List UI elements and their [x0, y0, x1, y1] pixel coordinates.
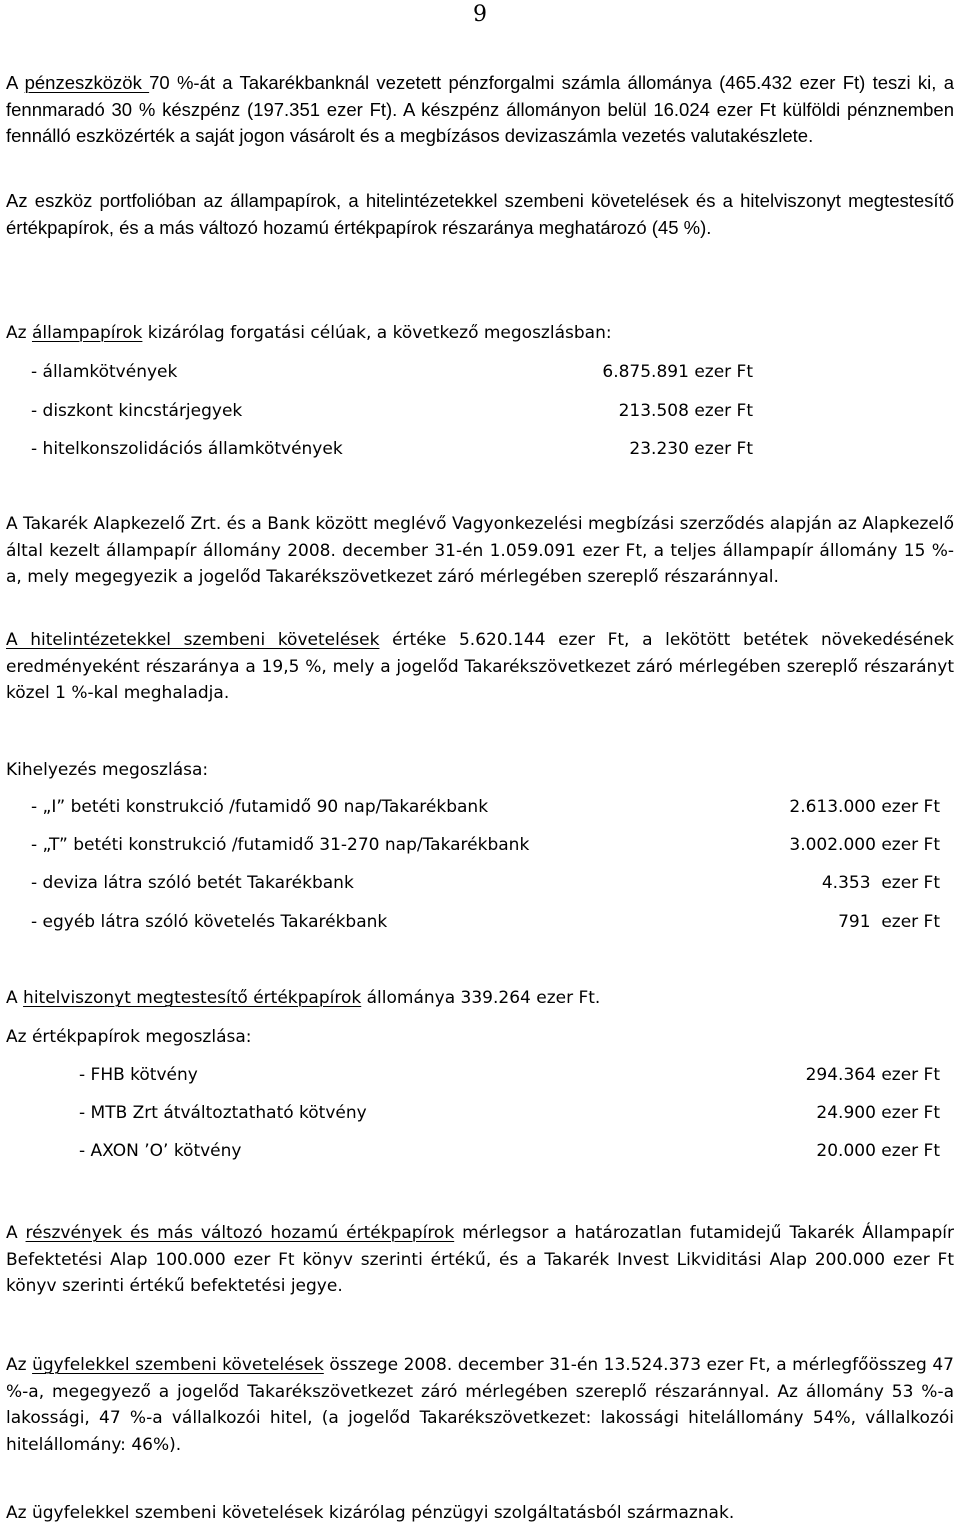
underlined-term: A hitelintézetekkel szembeni követelések: [6, 630, 380, 650]
paragraph-shares: [6, 1220, 954, 1300]
text: A: [6, 988, 24, 1008]
text: értéke 5.620.144 ezer Ft, a lekötött betétek növekedésének eredményeként részaránya a 19,5 %, mely a jogelőd Takarékszövetkezet záró mérlegében szereplő részarányt közel 1 %-kal meghaladja.: [6, 630, 954, 703]
list-item-amount: 24.900 ezer Ft: [816, 1103, 940, 1123]
list-item-label: - államkötvények: [31, 362, 178, 382]
list-item-amount: 2.613.000 ezer Ft: [789, 797, 940, 817]
text: A: [6, 72, 25, 93]
underlined-term: hitelviszonyt megtestesítő értékpapírok: [23, 988, 362, 1008]
list-item-label: - deviza látra szóló betét Takarékbank: [31, 873, 354, 893]
list-item-label: - FHB kötvény: [79, 1065, 198, 1085]
paragraph-cash: [6, 70, 954, 150]
list-item-amount: 23.230 ezer Ft: [629, 439, 753, 459]
text: 70 %-át a Takarékbanknál vezetett pénzforgalmi számla állománya (465.432 ezer Ft) teszi ki, a fennmaradó 30 % készpénz (197.351 ezer Ft). A készpénz állományon belül 16.024 ezer Ft külföldi pénznemben fennálló eszközérték a saját jogon vásárolt és a megbízásos devizaszámla vezetés valutakészlete.: [6, 72, 954, 146]
paragraph-debt-securities: [6, 985, 954, 1012]
underlined-term: részvények és más változó hozamú értékpapírok: [25, 1223, 455, 1243]
list-item-label: - hitelkonszolidációs államkötvények: [31, 439, 343, 459]
paragraph-fund-manager: A Takarék Alapkezelő Zrt. és a Bank között meglévő Vagyonkezelési megbízási szerződés alapján az Alapkezelő által kezelt állampapír állomány 2008. december 31-én 1.059.091 ezer Ft, a teljes állampapír állomány 15 %-a, mely megegyezik a jogelőd Takarékszövetkezet záró mérlegében szereplő részaránnyal.: [6, 514, 954, 587]
underlined-term: pénzeszközök: [24, 72, 150, 93]
page-number: 9: [473, 2, 487, 27]
text: Az: [6, 323, 32, 343]
text: kizárólag forgatási célúak, a következő megoszlásban:: [142, 323, 612, 343]
paragraph-govsec-intro: [6, 320, 954, 347]
text: mérlegsor a határozatlan futamidejű Takarék Állampapír Befektetési Alap 100.000 ezer Ft könyv szerinti értékű, és a Takarék Invest Likviditási Alap 200.000 ezer Ft könyv szerinti értékű befektetési jegye.: [6, 1223, 954, 1296]
list-item-label: - MTB Zrt átváltoztatható kötvény: [79, 1103, 367, 1123]
list-item-amount: 213.508 ezer Ft: [618, 401, 753, 421]
text: állománya 339.264 ezer Ft.: [361, 988, 601, 1008]
paragraph-closing: Az ügyfelekkel szembeni követelések kizárólag pénzügyi szolgáltatásból származnak.: [6, 1503, 735, 1523]
list-item-amount: 791 ezer Ft: [838, 912, 940, 932]
text: A: [6, 1223, 26, 1243]
list-item-amount: 294.364 ezer Ft: [805, 1065, 940, 1085]
list-item-label: - egyéb látra szóló követelés Takarékbank: [31, 912, 388, 932]
underlined-term: ügyfelekkel szembeni követelések: [32, 1355, 324, 1375]
list-item-label: - AXON ’O’ kötvény: [79, 1141, 242, 1161]
underlined-term: állampapírok: [31, 323, 143, 343]
paragraph-securities-title: Az értékpapírok megoszlása:: [6, 1027, 252, 1047]
list-item-amount: 6.875.891 ezer Ft: [602, 362, 753, 382]
paragraph-portfolio: Az eszköz portfolióban az állampapírok, a hitelintézetekkel szembeni követelések és a hitelviszonyt megtestesítő értékpapírok, és a más változó hozamú értékpapírok részaránya meghatározó (45 %).: [6, 190, 954, 238]
list-item-amount: 4.353 ezer Ft: [821, 873, 940, 893]
paragraph-customer-claims: [6, 1352, 954, 1458]
list-item-label: - diszkont kincstárjegyek: [31, 401, 243, 421]
paragraph-bank-claims: [6, 627, 954, 707]
text: összege 2008. december 31-én 13.524.373 ezer Ft, a mérlegfőösszeg 47 %-a, megegyező a jogelőd Takarékszövetkezet záró mérlegében szereplő részaránnyal. Az állomány 53 %-a lakossági, 47 %-a vállalkozói hitel, (a jogelőd Takarékszövetkezet: lakossági hitelállomány 54%, vállalkozói hitelállomány: 46%).: [6, 1355, 954, 1455]
list-item-label: - „T” betéti konstrukció /futamidő 31-270 nap/Takarékbank: [31, 835, 530, 855]
list-item-amount: 3.002.000 ezer Ft: [789, 835, 940, 855]
paragraph-placement-title: Kihelyezés megoszlása:: [6, 760, 209, 780]
text: Az: [6, 1355, 33, 1375]
list-item-amount: 20.000 ezer Ft: [816, 1141, 940, 1161]
list-item-label: - „I” betéti konstrukció /futamidő 90 nap/Takarékbank: [31, 797, 489, 817]
